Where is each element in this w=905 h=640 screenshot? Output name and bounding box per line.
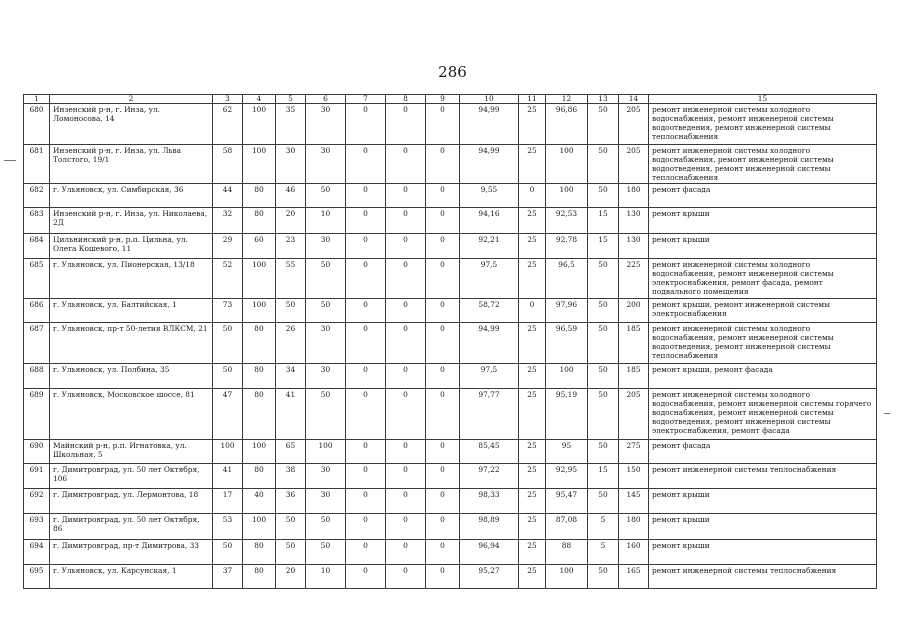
col-14-cell: 145 [619,489,649,514]
col-9-cell: 0 [426,389,460,440]
table-row [24,145,877,184]
col-11-cell: 25 [519,364,546,389]
col-8-cell: 0 [386,208,426,234]
col-13-cell: 15 [588,464,619,489]
col-5-cell: 65 [276,440,306,464]
col-5-cell: 20 [276,208,306,234]
col-14-cell: 205 [619,389,649,440]
column-header: 9 [426,95,460,104]
col-8-cell: 0 [386,464,426,489]
address-cell: г. Ульяновск, Московское шоссе, 81 [50,389,213,440]
col-8-cell: 0 [386,540,426,565]
row-number-cell: 690 [24,440,50,464]
row-number-cell: 689 [24,389,50,440]
col-11-cell: 25 [519,208,546,234]
col-14-cell: 205 [619,104,649,145]
col-9-cell: 0 [426,104,460,145]
col-10-cell: 9,55 [460,184,519,208]
col-9-cell: 0 [426,565,460,589]
scan-mark [4,160,16,161]
work-types-cell: ремонт крыши, ремонт инженерной системы электроснабжения [649,299,877,323]
col-6-cell: 30 [306,323,346,364]
table-row [24,565,877,589]
row-number-cell: 682 [24,184,50,208]
address-cell: Инзенский р-н, г. Инза, ул. Льва Толстого, 19/1 [50,145,213,184]
table-row [24,208,877,234]
address-cell: Майнский р-н, р.п. Игнатовка, ул. Школьная, 5 [50,440,213,464]
col-12-cell: 100 [546,145,588,184]
column-header: 8 [386,95,426,104]
column-header: 2 [50,95,213,104]
col-3-cell: 37 [213,565,243,589]
col-7-cell: 0 [346,208,386,234]
col-11-cell: 25 [519,464,546,489]
col-6-cell: 50 [306,540,346,565]
col-7-cell: 0 [346,565,386,589]
col-13-cell: 50 [588,364,619,389]
work-types-cell: ремонт инженерной системы холодного водоснабжения, ремонт инженерной системы электроснабжения, ремонт фасада, ремонт подвального помещения [649,259,877,299]
col-6-cell: 30 [306,364,346,389]
col-10-cell: 97,5 [460,259,519,299]
col-10-cell: 97,77 [460,389,519,440]
col-7-cell: 0 [346,299,386,323]
col-10-cell: 94,99 [460,323,519,364]
col-4-cell: 100 [243,145,276,184]
col-4-cell: 80 [243,540,276,565]
column-header: 6 [306,95,346,104]
col-9-cell: 0 [426,540,460,565]
col-7-cell: 0 [346,514,386,540]
col-5-cell: 34 [276,364,306,389]
work-types-cell: ремонт крыши [649,489,877,514]
row-number-cell: 691 [24,464,50,489]
col-5-cell: 35 [276,104,306,145]
col-14-cell: 130 [619,208,649,234]
col-13-cell: 15 [588,234,619,259]
col-7-cell: 0 [346,104,386,145]
address-cell: Инзенский р-н, г. Инза, ул. Ломоносова, 14 [50,104,213,145]
col-13-cell: 50 [588,389,619,440]
col-6-cell: 50 [306,514,346,540]
col-12-cell: 96,86 [546,104,588,145]
col-12-cell: 87,08 [546,514,588,540]
work-types-cell: ремонт крыши [649,208,877,234]
column-header: 11 [519,95,546,104]
col-5-cell: 50 [276,514,306,540]
col-13-cell: 50 [588,184,619,208]
column-header: 4 [243,95,276,104]
col-4-cell: 60 [243,234,276,259]
col-3-cell: 47 [213,389,243,440]
address-cell: Цильнинский р-н, р.п. Цильна, ул. Олега Кошевого, 11 [50,234,213,259]
col-9-cell: 0 [426,440,460,464]
col-11-cell: 25 [519,565,546,589]
col-12-cell: 95 [546,440,588,464]
col-14-cell: 225 [619,259,649,299]
col-3-cell: 73 [213,299,243,323]
col-11-cell: 25 [519,489,546,514]
address-cell: г. Ульяновск, ул. Балтийская, 1 [50,299,213,323]
col-7-cell: 0 [346,540,386,565]
col-4-cell: 100 [243,514,276,540]
row-number-cell: 686 [24,299,50,323]
work-types-cell: ремонт фасада [649,184,877,208]
col-3-cell: 44 [213,184,243,208]
column-header: 7 [346,95,386,104]
col-10-cell: 94,16 [460,208,519,234]
col-6-cell: 50 [306,299,346,323]
col-6-cell: 30 [306,464,346,489]
work-types-cell: ремонт инженерной системы холодного водоснабжения, ремонт инженерной системы водоотведения, ремонт инженерной системы теплоснабжения [649,104,877,145]
col-11-cell: 25 [519,323,546,364]
col-6-cell: 30 [306,104,346,145]
row-number-cell: 681 [24,145,50,184]
col-9-cell: 0 [426,323,460,364]
row-number-cell: 694 [24,540,50,565]
col-5-cell: 55 [276,259,306,299]
col-13-cell: 50 [588,299,619,323]
col-9-cell: 0 [426,234,460,259]
row-number-cell: 683 [24,208,50,234]
col-8-cell: 0 [386,323,426,364]
col-3-cell: 62 [213,104,243,145]
table-row [24,259,877,299]
col-14-cell: 160 [619,540,649,565]
col-14-cell: 130 [619,234,649,259]
column-header: 5 [276,95,306,104]
data-table [23,94,877,589]
work-types-cell: ремонт инженерной системы холодного водоснабжения, ремонт инженерной системы горячего водоснабжения, ремонт инженерной системы водоотведения, ремонт инженерной системы электроснабжения, ремонт фасада [649,389,877,440]
col-3-cell: 41 [213,464,243,489]
col-3-cell: 100 [213,440,243,464]
col-4-cell: 100 [243,440,276,464]
col-8-cell: 0 [386,184,426,208]
col-10-cell: 98,33 [460,489,519,514]
col-14-cell: 165 [619,565,649,589]
col-8-cell: 0 [386,259,426,299]
col-11-cell: 25 [519,259,546,299]
table-row [24,464,877,489]
col-13-cell: 50 [588,145,619,184]
col-14-cell: 200 [619,299,649,323]
col-6-cell: 50 [306,259,346,299]
col-13-cell: 5 [588,514,619,540]
col-3-cell: 50 [213,364,243,389]
col-8-cell: 0 [386,234,426,259]
col-3-cell: 53 [213,514,243,540]
col-6-cell: 30 [306,145,346,184]
table-row [24,514,877,540]
col-12-cell: 95,47 [546,489,588,514]
col-4-cell: 80 [243,464,276,489]
address-cell: г. Ульяновск, ул. Симбирская, 36 [50,184,213,208]
column-header: 1 [24,95,50,104]
col-3-cell: 32 [213,208,243,234]
table-row [24,104,877,145]
table-row [24,389,877,440]
address-cell: Инзенский р-н, г. Инза, ул. Николаева, 2Д [50,208,213,234]
col-5-cell: 50 [276,299,306,323]
col-8-cell: 0 [386,565,426,589]
column-header: 12 [546,95,588,104]
col-12-cell: 100 [546,565,588,589]
col-10-cell: 94,99 [460,145,519,184]
col-7-cell: 0 [346,259,386,299]
col-10-cell: 94,99 [460,104,519,145]
col-9-cell: 0 [426,364,460,389]
address-cell: г. Ульяновск, ул. Пионерская, 13/18 [50,259,213,299]
col-5-cell: 23 [276,234,306,259]
scan-mark [884,413,890,414]
col-9-cell: 0 [426,464,460,489]
col-11-cell: 25 [519,514,546,540]
column-header: 3 [213,95,243,104]
col-5-cell: 38 [276,464,306,489]
col-13-cell: 50 [588,489,619,514]
col-12-cell: 96,5 [546,259,588,299]
col-7-cell: 0 [346,184,386,208]
page-number: 286 [438,63,467,81]
col-13-cell: 50 [588,259,619,299]
col-6-cell: 30 [306,234,346,259]
col-4-cell: 100 [243,104,276,145]
col-9-cell: 0 [426,489,460,514]
col-5-cell: 41 [276,389,306,440]
col-11-cell: 25 [519,540,546,565]
column-header: 14 [619,95,649,104]
work-types-cell: ремонт крыши [649,514,877,540]
col-14-cell: 275 [619,440,649,464]
col-9-cell: 0 [426,299,460,323]
col-12-cell: 92,78 [546,234,588,259]
col-4-cell: 80 [243,184,276,208]
col-11-cell: 0 [519,299,546,323]
col-7-cell: 0 [346,364,386,389]
work-types-cell: ремонт фасада [649,440,877,464]
col-10-cell: 95,27 [460,565,519,589]
col-13-cell: 50 [588,565,619,589]
col-6-cell: 50 [306,184,346,208]
col-6-cell: 30 [306,489,346,514]
col-14-cell: 185 [619,323,649,364]
col-11-cell: 25 [519,104,546,145]
col-12-cell: 92,95 [546,464,588,489]
col-14-cell: 180 [619,184,649,208]
address-cell: г. Димитровград, ул. 50 лет Октября, 86 [50,514,213,540]
col-14-cell: 180 [619,514,649,540]
address-cell: г. Ульяновск, ул. Карсунская, 1 [50,565,213,589]
col-9-cell: 0 [426,259,460,299]
col-4-cell: 80 [243,565,276,589]
col-14-cell: 150 [619,464,649,489]
col-10-cell: 98,89 [460,514,519,540]
work-types-cell: ремонт крыши [649,234,877,259]
col-8-cell: 0 [386,145,426,184]
table-row [24,364,877,389]
col-10-cell: 97,5 [460,364,519,389]
col-8-cell: 0 [386,389,426,440]
col-11-cell: 25 [519,234,546,259]
col-6-cell: 50 [306,389,346,440]
col-6-cell: 100 [306,440,346,464]
col-3-cell: 17 [213,489,243,514]
col-12-cell: 100 [546,364,588,389]
col-12-cell: 100 [546,184,588,208]
col-7-cell: 0 [346,234,386,259]
col-8-cell: 0 [386,299,426,323]
col-7-cell: 0 [346,145,386,184]
col-4-cell: 80 [243,389,276,440]
col-4-cell: 80 [243,364,276,389]
table-row [24,440,877,464]
col-5-cell: 46 [276,184,306,208]
col-7-cell: 0 [346,489,386,514]
col-4-cell: 40 [243,489,276,514]
col-9-cell: 0 [426,145,460,184]
col-4-cell: 80 [243,208,276,234]
col-10-cell: 96,94 [460,540,519,565]
col-10-cell: 92,21 [460,234,519,259]
col-12-cell: 92,53 [546,208,588,234]
col-13-cell: 15 [588,208,619,234]
col-3-cell: 52 [213,259,243,299]
address-cell: г. Димитровград, ул. Лермонтова, 18 [50,489,213,514]
col-8-cell: 0 [386,514,426,540]
col-11-cell: 25 [519,145,546,184]
column-header: 15 [649,95,877,104]
table-row [24,299,877,323]
col-8-cell: 0 [386,104,426,145]
col-9-cell: 0 [426,208,460,234]
col-12-cell: 97,96 [546,299,588,323]
column-header: 10 [460,95,519,104]
row-number-cell: 684 [24,234,50,259]
col-10-cell: 58,72 [460,299,519,323]
row-number-cell: 692 [24,489,50,514]
address-cell: г. Димитровград, ул. 50 лет Октября, 106 [50,464,213,489]
col-5-cell: 50 [276,540,306,565]
col-7-cell: 0 [346,440,386,464]
row-number-cell: 687 [24,323,50,364]
row-number-cell: 688 [24,364,50,389]
row-number-cell: 693 [24,514,50,540]
col-6-cell: 10 [306,565,346,589]
col-5-cell: 20 [276,565,306,589]
row-number-cell: 680 [24,104,50,145]
col-14-cell: 205 [619,145,649,184]
col-13-cell: 50 [588,323,619,364]
col-8-cell: 0 [386,440,426,464]
col-11-cell: 25 [519,440,546,464]
col-8-cell: 0 [386,364,426,389]
row-number-cell: 695 [24,565,50,589]
table-row [24,540,877,565]
table-row [24,323,877,364]
table-row [24,184,877,208]
address-cell: г. Димитровград, пр-т Димитрова, 33 [50,540,213,565]
col-12-cell: 96,59 [546,323,588,364]
col-10-cell: 85,45 [460,440,519,464]
col-8-cell: 0 [386,489,426,514]
col-3-cell: 50 [213,540,243,565]
col-13-cell: 50 [588,104,619,145]
col-9-cell: 0 [426,514,460,540]
col-12-cell: 88 [546,540,588,565]
row-number-cell: 685 [24,259,50,299]
work-types-cell: ремонт инженерной системы теплоснабжения [649,565,877,589]
col-4-cell: 100 [243,299,276,323]
col-5-cell: 26 [276,323,306,364]
address-cell: г. Ульяновск, пр-т 50-летия ВЛКСМ, 21 [50,323,213,364]
col-9-cell: 0 [426,184,460,208]
table-row [24,489,877,514]
col-13-cell: 50 [588,440,619,464]
col-7-cell: 0 [346,389,386,440]
col-5-cell: 36 [276,489,306,514]
col-11-cell: 0 [519,184,546,208]
col-10-cell: 97,22 [460,464,519,489]
col-4-cell: 80 [243,323,276,364]
col-3-cell: 50 [213,323,243,364]
address-cell: г. Ульяновск, ул. Полбина, 35 [50,364,213,389]
work-types-cell: ремонт инженерной системы холодного водоснабжения, ремонт инженерной системы водоотведения, ремонт инженерной системы теплоснабжения [649,145,877,184]
column-header: 13 [588,95,619,104]
work-types-cell: ремонт крыши [649,540,877,565]
col-7-cell: 0 [346,323,386,364]
col-6-cell: 10 [306,208,346,234]
work-types-cell: ремонт инженерной системы холодного водоснабжения, ремонт инженерной системы водоотведения, ремонт инженерной системы теплоснабжения [649,323,877,364]
col-12-cell: 95,19 [546,389,588,440]
col-3-cell: 58 [213,145,243,184]
col-11-cell: 25 [519,389,546,440]
table-row [24,234,877,259]
col-3-cell: 29 [213,234,243,259]
col-14-cell: 185 [619,364,649,389]
col-7-cell: 0 [346,464,386,489]
col-4-cell: 100 [243,259,276,299]
col-5-cell: 30 [276,145,306,184]
work-types-cell: ремонт крыши, ремонт фасада [649,364,877,389]
header-row [24,95,877,104]
work-types-cell: ремонт инженерной системы теплоснабжения [649,464,877,489]
col-13-cell: 5 [588,540,619,565]
